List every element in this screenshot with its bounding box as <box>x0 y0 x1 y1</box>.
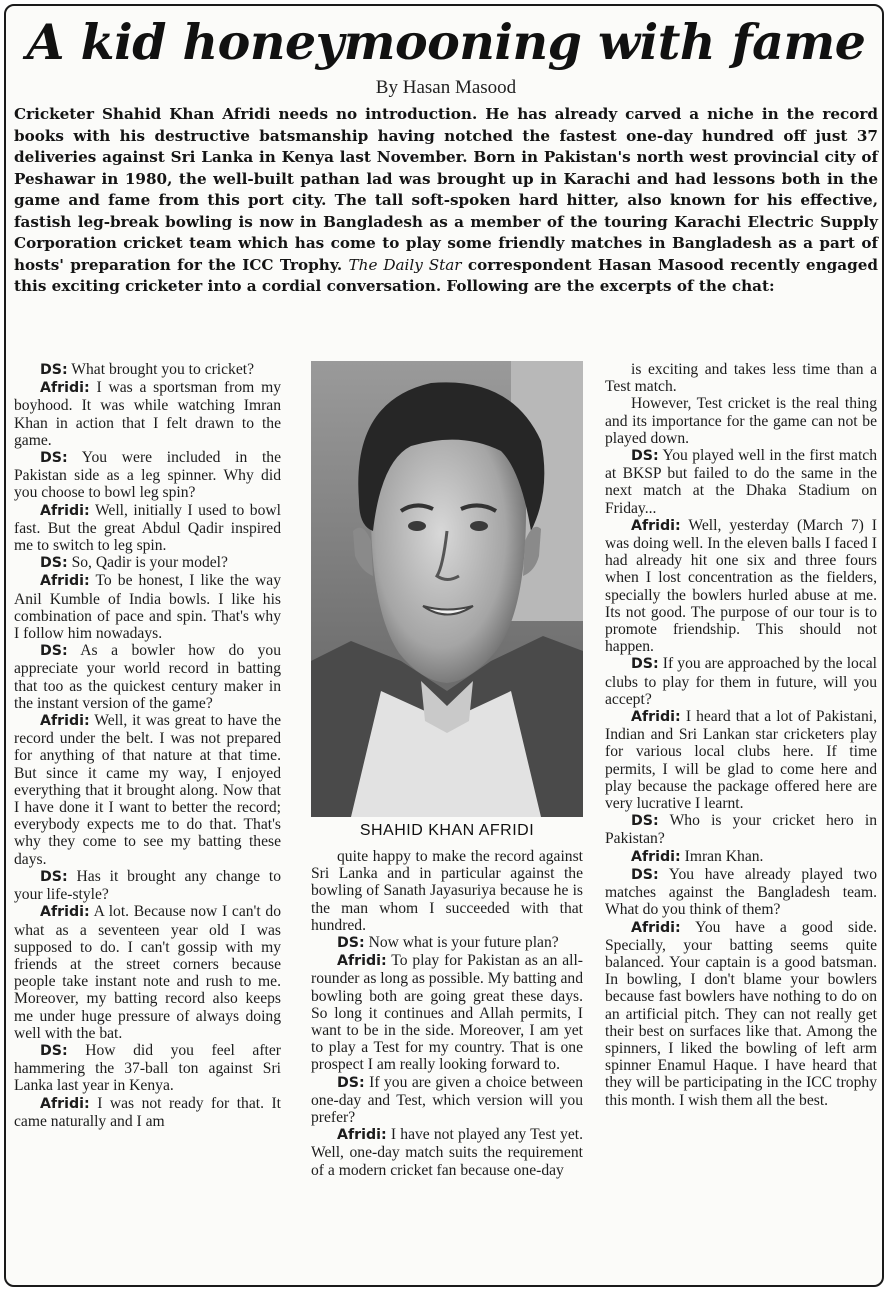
interview-paragraph <box>605 848 877 866</box>
answer-text: If you are given a choice between one-day and Test, which version will you prefer? <box>311 1073 583 1127</box>
answer-text: You have already played two matches against the Bangladesh team. What do you think of them? <box>605 865 877 919</box>
photo-caption: SHAHID KHAN AFRIDI <box>359 822 535 839</box>
interview-column-3 <box>605 361 877 1109</box>
interview-paragraph <box>311 934 583 952</box>
answer-text: I heard that a lot of Pakistani, Indian and Sri Lankan star cricketers play for various local clubs here. If time permits, I will be glad to come here and play because the package offered here are very lucrative I learnt. <box>605 708 877 813</box>
interview-paragraph <box>605 866 877 919</box>
speaker-label: DS: <box>40 362 68 378</box>
interview-paragraph <box>14 379 281 449</box>
interview-paragraph <box>605 655 877 708</box>
answer-text: However, Test cricket is the real thing and its importance for the game can not be played down. <box>605 395 877 447</box>
speaker-label: DS: <box>40 643 68 660</box>
answer-text: A lot. Because now I can't do what as a seventeen year old I was supposed to do. I can't gossip with my friends at the street corners because people take instant note and rush to me. Moreover, my batting record also keeps me under huge pressure of always doing well with the bat. <box>14 903 281 1042</box>
byline: By Hasan Masood <box>375 77 517 98</box>
answer-text: Well, initially I used to bowl fast. But the great Abdul Qadir inspired me to switch to leg spin. <box>14 501 281 555</box>
interview-paragraph <box>14 642 281 712</box>
answer-text: Well, yesterday (March 7) I was doing well. In the eleven balls I faced I had already hit one six and three fours when I lost concentration as the fielders, specially the bowlers hurled abuse at me. Its not good. The purpose of our tour is to promote friendship. This should not happen. <box>605 516 877 656</box>
interview-column-1 <box>14 361 281 1130</box>
speaker-label: Afridi: <box>40 904 90 921</box>
answer-text: How did you feel after hammering the 37-ball ton against Sri Lanka last year in Kenya. <box>14 1041 281 1095</box>
newspaper-masthead: The Daily Star <box>348 255 462 274</box>
interview-paragraph <box>14 361 281 379</box>
interview-paragraph <box>605 395 877 447</box>
interview-paragraph <box>14 449 281 502</box>
answer-text: What brought you to cricket? <box>71 361 255 378</box>
interview-paragraph <box>14 903 281 1042</box>
interview-paragraph <box>605 517 877 656</box>
interview-paragraph <box>14 1042 281 1095</box>
speaker-label: Afridi: <box>337 953 387 970</box>
speaker-label: DS: <box>40 450 68 467</box>
intro-paragraph <box>14 104 878 298</box>
answer-text: I have not played any Test yet. Well, one-day match suits the requirement of a modern cricket fan because one-day <box>311 1126 584 1179</box>
answer-text: is exciting and takes less time than a Test match. <box>605 361 877 396</box>
answer-text: As a bowler how do you appreciate your world record in batting that too as the quickest century maker in the instant version of the game? <box>14 642 281 712</box>
interview-paragraph <box>605 361 877 395</box>
answer-text: I was not ready for that. It came naturally and I am <box>14 1094 281 1130</box>
answer-text: Well, it was great to have the record under the belt. I was not prepared for anything of that nature at that time. But since it came my way, I enjoyed everything that it brought along. Now that I have done it I want to better the record; everybody expects me to do that. That's why they come to see my batting these days. <box>14 712 281 868</box>
interview-paragraph <box>605 708 877 812</box>
speaker-label: DS: <box>631 448 659 465</box>
interview-paragraph <box>14 1095 281 1130</box>
answer-text: You were included in the Pakistan side as a leg spinner. Why did you choose to bowl leg spin? <box>14 449 281 502</box>
interview-paragraph <box>14 502 281 555</box>
answer-text: You played well in the first match at BKSP but failed to do the same in the next match at the Dhaka Stadium on Friday... <box>605 447 877 517</box>
speaker-label: Afridi: <box>40 713 90 730</box>
interview-paragraph <box>311 952 583 1073</box>
answer-text: If you are approached by the local clubs to play for them in future, will you accept? <box>605 655 877 708</box>
speaker-label: DS: <box>631 656 659 673</box>
portrait-illustration <box>311 361 583 817</box>
answer-text: You have a good side. Specially, your batting seems quite balanced. Your captain is a good batsman. In bowling, I don't blame your bowlers because fast bowlers have nothing to do on an artificial pitch. They can not really get their best on surfaces like that. Among the spinners, I liked the bowling of left arm spinner Enamul Haque. I have heard that they will be participating in the ICC trophy this month. I wish them all the best. <box>605 918 877 1109</box>
speaker-label: DS: <box>40 555 68 572</box>
speaker-label: Afridi: <box>631 848 681 865</box>
speaker-label: Afridi: <box>40 380 90 397</box>
interview-paragraph <box>14 554 281 572</box>
interview-paragraph <box>14 572 281 642</box>
speaker-label: DS: <box>337 935 365 952</box>
speaker-label: Afridi: <box>337 1127 387 1144</box>
answer-text: quite happy to make the record against Sri Lanka and in particular against the bowling of Sanath Jayasuriya because he is the man whom I succeeded with that hundred. <box>311 848 583 934</box>
speaker-label: Afridi: <box>40 1095 90 1112</box>
interview-paragraph <box>14 712 281 868</box>
speaker-label: DS: <box>631 866 659 883</box>
interview-paragraph <box>605 919 877 1109</box>
interview-column-2 <box>311 848 583 1179</box>
answer-text: Imran Khan. <box>684 847 764 865</box>
player-photo <box>311 361 583 817</box>
headline: A kid honeymooning with fame <box>26 13 866 71</box>
interview-paragraph <box>605 447 877 517</box>
answer-text: Now what is your future plan? <box>368 934 559 952</box>
answer-text: To be honest, I like the way Anil Kumble of India bowls. I like his combination of pace and spin. That's why I follow him nowadays. <box>14 572 281 643</box>
speaker-label: Afridi: <box>631 709 681 726</box>
interview-paragraph <box>311 848 583 934</box>
speaker-label: DS: <box>40 868 68 885</box>
speaker-label: DS: <box>337 1074 365 1091</box>
speaker-label: Afridi: <box>631 517 681 534</box>
interview-paragraph <box>311 1126 583 1179</box>
answer-text: To play for Pakistan as an all-rounder as long as possible. My batting and bowling both are going great these days. So long it continues and Allah permits, I want to be in the side. Moreover, I am yet to play a Test for my country. That is one prospect I am really looking forward to. <box>311 952 583 1074</box>
interview-paragraph <box>605 812 877 847</box>
interview-paragraph <box>14 868 281 903</box>
speaker-label: Afridi: <box>631 919 681 936</box>
speaker-label: DS: <box>631 813 659 830</box>
intro-text-continued: correspondent Hasan Masood recently engaged this exciting cricketer into a cordial conversation. Following are the excerpts of the chat: <box>14 255 878 295</box>
answer-text: Has it brought any change to your life-style? <box>14 867 282 904</box>
speaker-label: Afridi: <box>40 502 90 519</box>
answer-text: So, Qadir is your model? <box>71 554 228 572</box>
speaker-label: DS: <box>40 1042 68 1059</box>
speaker-label: Afridi: <box>40 573 90 590</box>
answer-text: Who is your cricket hero in Pakistan? <box>605 812 878 848</box>
interview-paragraph <box>311 1074 583 1127</box>
answer-text: I was a sportsman from my boyhood. It was while watching Imran Khan in action that I felt drawn to the game. <box>14 379 281 449</box>
intro-text: Cricketer Shahid Khan Afridi needs no introduction. He has already carved a niche in the record books with his destructive batsmanship having notched the fastest one-day hundred off just 37 deliveries against Sri Lanka in Kenya last November. Born in Pakistan's north west provincial city of Peshawar in 1980, the well-built pathan lad was brought up in Karachi and had lessons both in the game and fame from this port city. The tall soft-spoken hard hitter, also known for his effective, fastish leg-break bowling is now in Bangladesh as a member of the touring Karachi Electric Supply Corporation cricket team which has come to play some friendly matches in Bangladesh as a part of hosts' preparation for the ICC Trophy. <box>14 105 878 274</box>
